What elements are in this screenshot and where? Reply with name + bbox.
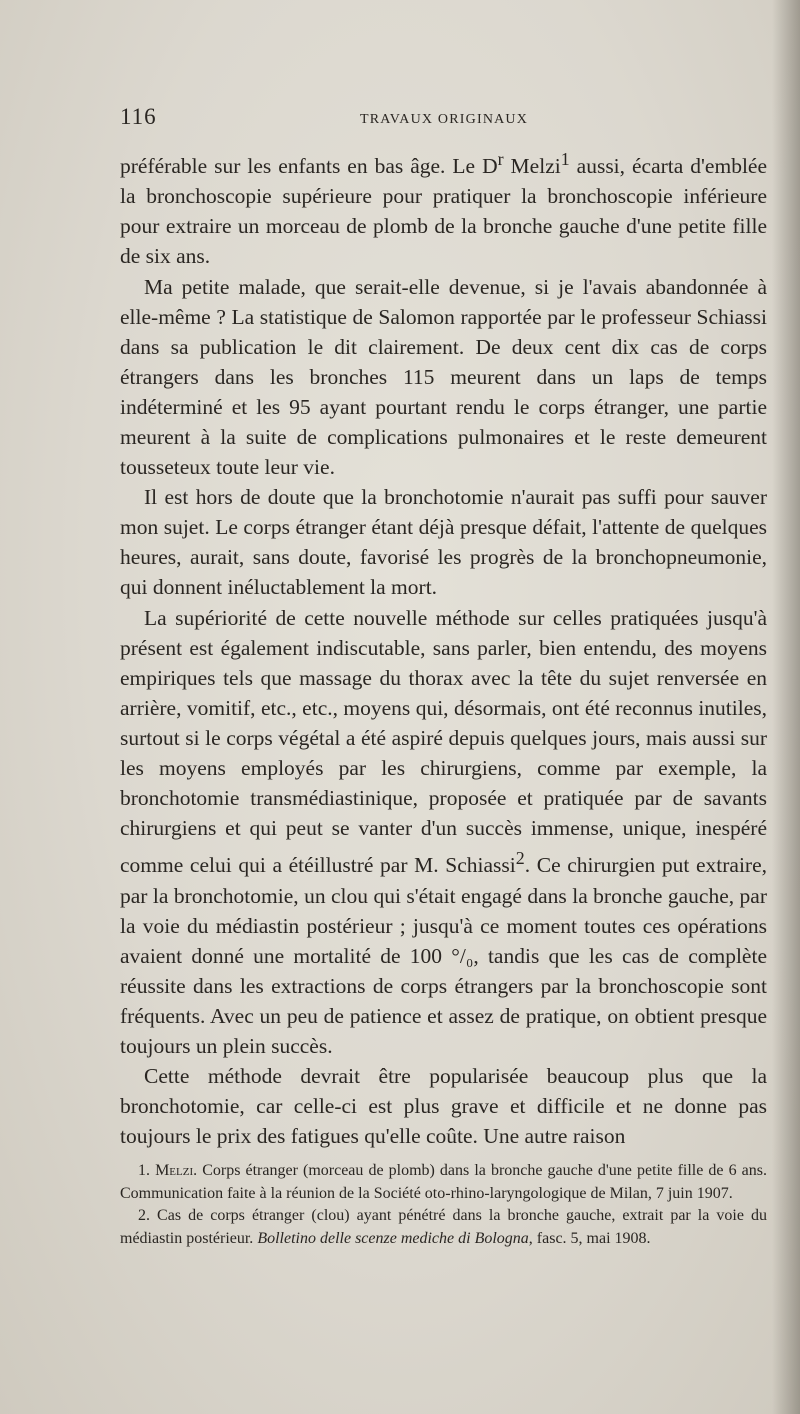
footnote-2-journal: Bolletino delle scenze mediche di Bologna <box>257 1229 529 1247</box>
page-number: 116 <box>120 104 157 129</box>
paragraph-4 <box>120 603 767 1062</box>
footnote-2-tail: , fasc. 5, mai 1908. <box>528 1229 651 1247</box>
footnote-ref-1: 1 <box>560 149 570 169</box>
footnote-2-number: 2. <box>138 1207 150 1224</box>
footnote-1 <box>120 1160 767 1205</box>
footnotes <box>120 1160 767 1250</box>
doctor-abbrev-superscript: r <box>497 149 504 169</box>
paragraph-4-text-a: La supériorité de cette nouvelle méthode sur celles pratiquées jusqu'à présent est également indiscutable, sans parler, bien entendu, des moyens empiriques tels que massage du thorax avec la tête du sujet renversée en arrière, vomitif, etc., etc., moyens qui, désormais, ont été reconnus inutiles, surtout si le corps végétal a été aspiré depuis quelques jours, mais aussi sur les moyens employés par les chirurgiens, comme par exemple, la bronchotomie transmédiastinique, proposée et pratiquée par de savants chirurgiens et qui peut se vanter d'un succès immense, unique, inespéré comme celui qui a étéillustré par M. Schiassi <box>120 605 767 878</box>
footnote-1-number: 1. <box>138 1162 150 1179</box>
paragraph-1-text-a: préférable sur les enfants en bas âge. Le D <box>120 154 498 179</box>
paragraph-5: Cette méthode devrait être popularisée beaucoup plus que la bronchotomie, car celle-ci est plus grave et difficile et ne donne pas toujours le prix des fatigues qu'elle coûte. Une autre raison <box>120 1064 767 1149</box>
paragraph-3: Il est hors de doute que la bronchotomie n'aurait pas suffi pour sauver mon sujet. Le corps étranger étant déjà presque défait, l'attente de quelques heures, aurait, sans doute, favorisé les progrès de la bronchopneumonie, qui donnent inéluctablement la mort. <box>120 485 767 600</box>
paragraph-2: Ma petite malade, que serait-elle devenue, si je l'avais abandonnée à elle-même ? La statistique de Salomon rapportée par le professeur Schiassi dans sa publication le dit clairement. De deux cent dix cas de corps étrangers dans les bronches 115 meurent dans un laps de temps indéterminé et les 95 ayant pourtant rendu le corps étranger, une partie meurent à la suite de complications pulmonaires et le reste demeurent tousseteux toute leur vie. <box>120 274 767 480</box>
page-header <box>120 104 770 134</box>
running-title: TRAVAUX ORIGINAUX <box>360 112 529 127</box>
paragraph-1-text-c: aussi, écarta d'emblée la bronchoscopie supérieure pour pratiquer la bronchoscopie inférieure pour extraire un morceau de plomb de la bronche gauche d'une petite fille de six ans. <box>120 154 767 269</box>
footnote-2-text: Cas de corps étranger (clou) ayant pénétré dans la bronche gauche, extrait par la voie du médiastin postérieur. <box>120 1207 767 1247</box>
body-text <box>120 144 767 1151</box>
page-edge-shadow <box>772 0 800 1414</box>
footnote-1-text: . Corps étranger (morceau de plomb) dans la bronche gauche d'une petite fille de 6 ans. Communication faite à la réunion de la Société oto-rhino-laryngologique de Milan, 7 juin 1907. <box>120 1162 767 1202</box>
footnote-ref-2: 2 <box>515 848 525 869</box>
footnote-2 <box>120 1205 767 1250</box>
footnote-1-author: Melzi <box>155 1162 194 1179</box>
paragraph-4-text-b: . Ce chirurgien put extraire, par la bronchotomie, un clou qui s'était engagé dans la bronche gauche, par la voie du médiastin postérieur ; jusqu'à ce moment toutes ces opérations avaient donné une mortalité de 100 °/₀, tandis que les cas de complète réussite dans les extractions de corps étrangers par la bronchoscopie sont fréquents. Avec un peu de patience et assez de pratique, on obtient presque toujours un plein succès. <box>120 853 767 1059</box>
paragraph-1-text-b: Melzi <box>503 154 561 179</box>
paragraph-1 <box>120 144 767 272</box>
